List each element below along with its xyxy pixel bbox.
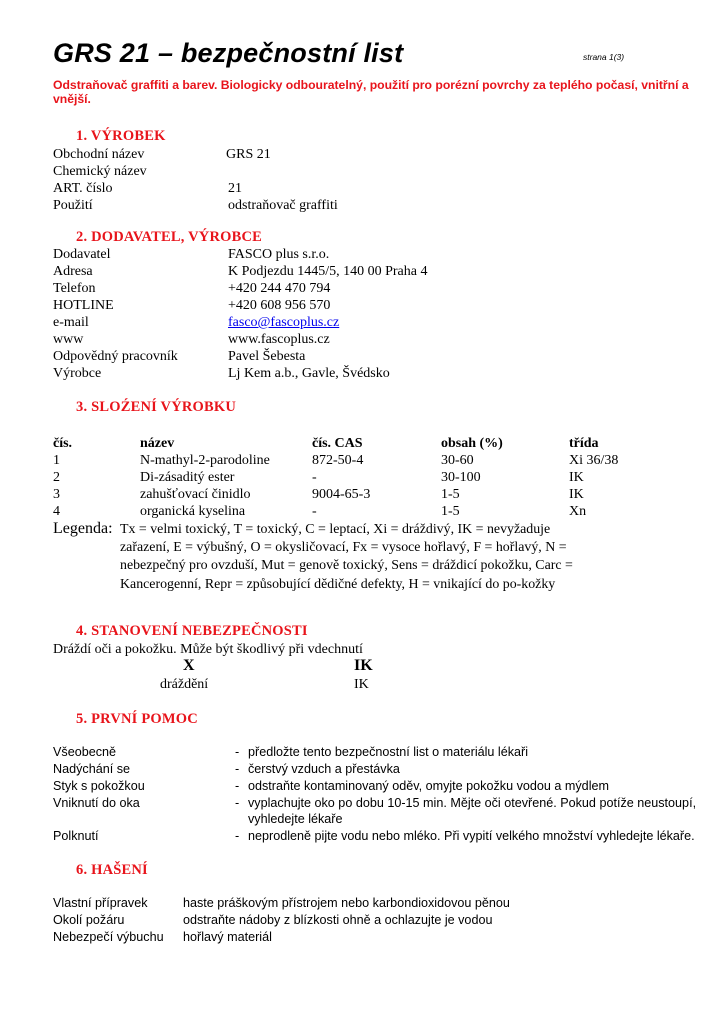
- first-aid-text: předložte tento bezpečnostní list o materiálu lékaři: [248, 745, 529, 759]
- email-link[interactable]: fasco@fascoplus.cz: [228, 315, 340, 330]
- table-cell: Xn: [569, 504, 587, 519]
- column-header-class: třída: [569, 436, 599, 451]
- table-cell: 30-100: [441, 470, 481, 485]
- dash-bullet: -: [235, 779, 240, 793]
- legend-text: Tx = velmi toxický, T = toxický, C = leptací, Xi = dráždivý, IK = nevyžaduje zařazení, E = výbušný, O = okysličovací, Fx = vysoce hořlavý, F = hořlavý, N = nebezpečný pro ovzduší, Mut = genově toxický, Sens = dráždicí pokožku, Carc = Kancerogenní, Repr = způsobující dědičné defekty, H = vnikající do po-kožky: [120, 522, 573, 592]
- firefighting-row: [53, 912, 493, 928]
- first-aid-row: [53, 828, 713, 844]
- s2-label: Telefon: [53, 281, 96, 296]
- s2-row: [53, 331, 330, 348]
- s2-row: [53, 280, 331, 297]
- firefighting-text: odstraňte nádoby z blízkosti ohně a ochlazujte je vodou: [183, 913, 493, 927]
- s2-label: Výrobce: [53, 366, 102, 381]
- firefighting-label: Vlastní přípravek: [53, 896, 148, 910]
- column-header-name: název: [140, 436, 175, 451]
- first-aid-label: Vniknutí do oka: [53, 796, 140, 810]
- first-aid-text: neprodleně pijte vodu nebo mléko. Při vypití velkého množství vyhledejte lékaře.: [248, 829, 695, 843]
- first-aid-label: Všeobecně: [53, 745, 117, 759]
- first-aid-text: čerstvý vzduch a přestávka: [248, 762, 400, 776]
- s1-row: [53, 163, 147, 180]
- s2-value: +420 608 956 570: [228, 298, 331, 313]
- legend-label: Legenda:: [53, 520, 113, 537]
- table-cell: organická kyselina: [140, 504, 246, 519]
- column-header-number: čís.: [53, 436, 73, 451]
- dash-bullet: -: [235, 829, 240, 843]
- hazard-symbol-x-label: dráždění: [160, 677, 209, 692]
- table-cell: 4: [53, 504, 60, 519]
- first-aid-row: [53, 795, 713, 826]
- section-5-heading: 5. PRVNÍ POMOC: [76, 711, 198, 727]
- s1-row: [53, 146, 271, 163]
- first-aid-row: [53, 744, 529, 760]
- first-aid-text: vyplachujte oko po dobu 10-15 min. Mějte oči otevřené. Pokud potíže neustoupí, vyhledejte lékaře: [248, 796, 697, 826]
- table-cell: 1-5: [441, 487, 460, 502]
- table-cell: -: [312, 470, 317, 485]
- section-2-heading: 2. DODAVATEL, VÝROBCE: [76, 229, 263, 245]
- page-number: strana 1(3): [583, 52, 625, 62]
- s2-label: Odpovědný pracovník: [53, 349, 178, 364]
- s2-value: FASCO plus s.r.o.: [228, 247, 330, 262]
- s2-label: HOTLINE: [53, 298, 114, 313]
- s1-label: Obchodní název: [53, 147, 145, 162]
- s1-label: Použití: [53, 198, 93, 213]
- table-cell: zahušťovací činidlo: [140, 487, 251, 502]
- firefighting-label: Nebezpečí výbuchu: [53, 930, 164, 944]
- document-title: GRS 21 – bezpečnostní list: [53, 38, 404, 68]
- dash-bullet: -: [235, 796, 240, 810]
- s2-row: [53, 297, 331, 314]
- table-cell: IK: [569, 470, 584, 485]
- s2-row: [53, 263, 428, 280]
- s2-value: +420 244 470 794: [228, 281, 331, 296]
- s2-label: Dodavatel: [53, 247, 111, 262]
- first-aid-label: Polknutí: [53, 829, 99, 843]
- s1-value: 21: [228, 181, 242, 196]
- table-cell: 3: [53, 487, 60, 502]
- s2-row: [53, 365, 390, 382]
- section-3-heading: 3. SLOŹENÍ VÝROBKU: [76, 399, 237, 415]
- website-text: www.fascoplus.cz: [228, 332, 330, 347]
- dash-bullet: -: [235, 745, 240, 759]
- firefighting-label: Okolí požáru: [53, 913, 125, 927]
- table-cell: 2: [53, 470, 60, 485]
- s1-row: [53, 180, 242, 197]
- section-1-heading: 1. VÝROBEK: [76, 128, 166, 144]
- s2-value: Pavel Šebesta: [228, 349, 306, 364]
- hazard-text: Dráždí oči a pokožku. Může být škodlivý při vdechnutí: [53, 642, 363, 657]
- first-aid-row: [53, 778, 609, 794]
- column-header-cas: čís. CAS: [312, 436, 363, 451]
- section-4-heading: 4. STANOVENÍ NEBEZPEČNOSTI: [76, 623, 308, 639]
- s2-value: K Podjezdu 1445/5, 140 00 Praha 4: [228, 264, 428, 279]
- s2-label: e-mail: [53, 315, 89, 330]
- table-cell: IK: [569, 487, 584, 502]
- hazard-symbol-ik-label: IK: [354, 677, 369, 692]
- s2-label: www: [53, 332, 84, 347]
- firefighting-row: [53, 929, 272, 945]
- s2-row: [53, 348, 306, 365]
- dash-bullet: -: [235, 762, 240, 776]
- s2-row: [53, 246, 330, 263]
- section-6-heading: 6. HAŠENÍ: [76, 862, 148, 878]
- column-header-content: obsah (%): [441, 436, 503, 451]
- s2-row: [53, 314, 340, 331]
- firefighting-row: [53, 895, 510, 911]
- table-cell: Di-zásaditý ester: [140, 470, 235, 485]
- s1-value: odstraňovač graffiti: [228, 198, 338, 213]
- s1-value: GRS 21: [226, 147, 271, 162]
- firefighting-text: hořlavý materiál: [183, 930, 272, 944]
- table-cell: N-mathyl-2-parodoline: [140, 453, 270, 468]
- first-aid-text: odstraňte kontaminovaný oděv, omyjte pokožku vodou a mýdlem: [248, 779, 609, 793]
- table-cell: 872-50-4: [312, 453, 364, 468]
- s1-label: ART. číslo: [53, 181, 113, 196]
- first-aid-label: Styk s pokožkou: [53, 779, 145, 793]
- table-cell: Xi 36/38: [569, 453, 619, 468]
- s1-row: [53, 197, 338, 214]
- table-cell: -: [312, 504, 317, 519]
- table-cell: 1: [53, 453, 60, 468]
- table-cell: 30-60: [441, 453, 474, 468]
- s2-label: Adresa: [53, 264, 93, 279]
- s2-value: Lj Kem a.b., Gavle, Švédsko: [228, 366, 390, 381]
- table-cell: 1-5: [441, 504, 460, 519]
- first-aid-row: [53, 761, 400, 777]
- first-aid-label: Nadýchání se: [53, 762, 131, 776]
- table-cell: 9004-65-3: [312, 487, 371, 502]
- firefighting-text: haste práškovým přístrojem nebo karbondioxidovou pěnou: [183, 896, 510, 910]
- hazard-symbol-ik: IK: [354, 657, 373, 674]
- document-subtitle: Odstraňovač graffiti a barev. Biologicky odbouratelný, použití pro porézní povrchy za teplého počasí, vnitřní a vnější.: [53, 78, 689, 106]
- hazard-symbol-x: X: [183, 657, 195, 674]
- s1-label: Chemický název: [53, 164, 147, 179]
